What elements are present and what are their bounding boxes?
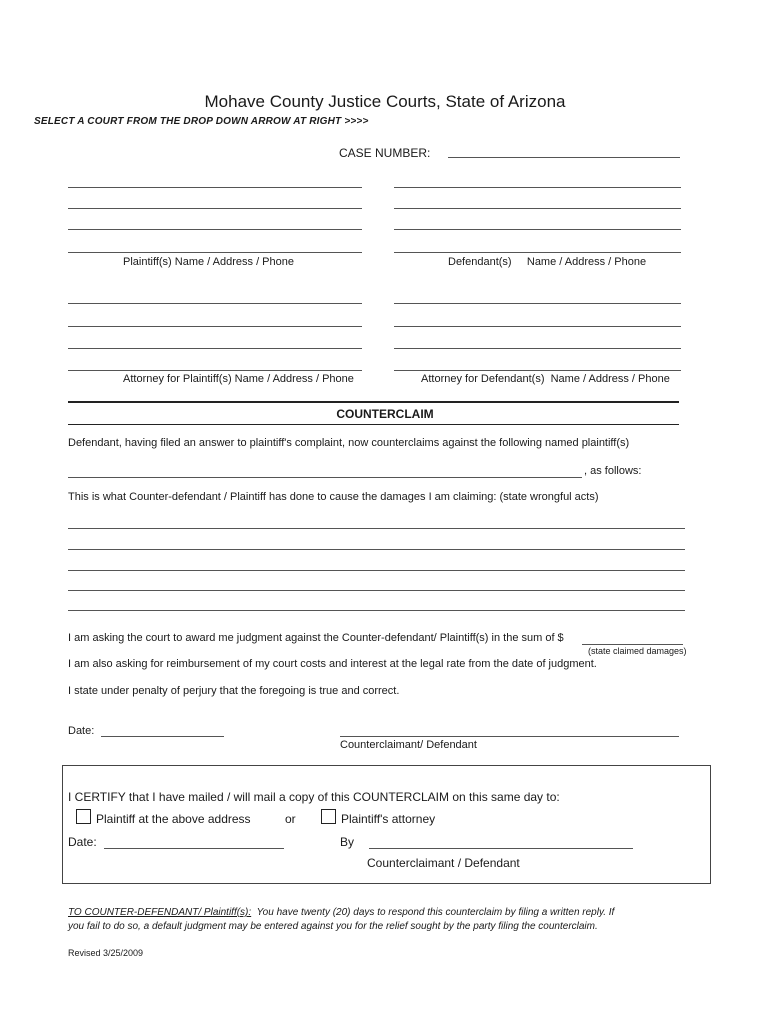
page-title: Mohave County Justice Courts, State of Arizona (204, 92, 566, 111)
notice-body-2: you fail to do so, a default judgment may be entered against you for the relief sought by the party filing the counterclaim. (68, 921, 598, 932)
revision-date: Revised 3/25/2009 (68, 948, 144, 958)
certification-date-field[interactable] (104, 848, 284, 849)
plaintiff-caption: Plaintiff(s) Name / Address / Phone (123, 256, 294, 268)
plaintiff-attorney-line-3[interactable] (68, 348, 362, 349)
named-plaintiffs-field[interactable] (68, 477, 582, 478)
section-divider (68, 401, 679, 403)
case-number-field[interactable] (448, 157, 680, 158)
defendant-attorney-line-4[interactable] (394, 370, 681, 371)
plaintiff-address-checkbox[interactable] (76, 809, 91, 824)
plaintiff-address-option: Plaintiff at the above address (96, 812, 251, 826)
defendant-caption: Defendant(s) Name / Address / Phone (448, 256, 647, 268)
certification-statement: I CERTIFY that I have mailed / will mail a copy of this COUNTERCLAIM on this same day to: (68, 790, 560, 804)
certification-date-label: Date: (68, 835, 97, 849)
defendant-attorney-line-3[interactable] (394, 348, 681, 349)
section-divider-lower (68, 424, 679, 425)
as-follows-text: , as follows: (584, 465, 642, 477)
court-select-instruction: SELECT A COURT FROM THE DROP DOWN ARROW AT RIGHT >>>> (34, 116, 369, 127)
wrongful-acts-line-4[interactable] (68, 590, 685, 591)
counterclaim-signature-field[interactable] (340, 736, 679, 737)
defendant-attorney-caption: Attorney for Defendant(s) Name / Address / Phone (421, 373, 670, 385)
wrongful-acts-line-5[interactable] (68, 610, 685, 611)
plaintiff-attorney-line-2[interactable] (68, 326, 362, 327)
defendant-line-2[interactable] (394, 208, 681, 209)
defendant-attorney-line-2[interactable] (394, 326, 681, 327)
counterclaim-date-field[interactable] (101, 736, 224, 737)
notice-body-1: You have twenty (20) days to respond this counterclaim by filing a written reply. If (256, 907, 615, 918)
counterclaim-intro: Defendant, having filed an answer to plaintiff's complaint, now counterclaims against the following named plaintiff(s) (68, 437, 630, 449)
wrongful-acts-line-3[interactable] (68, 570, 685, 571)
wrongful-acts-line-1[interactable] (68, 528, 685, 529)
damages-note: (state claimed damages) (588, 646, 687, 656)
plaintiff-line-3[interactable] (68, 229, 362, 230)
by-label: By (340, 835, 355, 849)
counterclaim-signature-caption: Counterclaimant/ Defendant (340, 739, 477, 751)
plaintiff-line-2[interactable] (68, 208, 362, 209)
plaintiff-line-1[interactable] (68, 187, 362, 188)
wrongful-acts-line-2[interactable] (68, 549, 685, 550)
counterclaim-date-label: Date: (68, 725, 95, 737)
defendant-line-1[interactable] (394, 187, 681, 188)
defendant-attorney-line-1[interactable] (394, 303, 681, 304)
plaintiff-line-4[interactable] (68, 252, 362, 253)
case-number-label: CASE NUMBER: (339, 146, 431, 160)
reimbursement-request: I am also asking for reimbursement of my court costs and interest at the legal rate from the date of judgment. (68, 658, 597, 670)
damages-amount-field[interactable] (582, 644, 683, 645)
plaintiff-attorney-line-4[interactable] (68, 370, 362, 371)
plaintiff-attorney-caption: Attorney for Plaintiff(s) Name / Address / Phone (123, 373, 354, 385)
certification-signature-caption: Counterclaimant / Defendant (367, 856, 520, 870)
plaintiff-attorney-checkbox[interactable] (321, 809, 336, 824)
plaintiff-attorney-option: Plaintiff's attorney (341, 812, 436, 826)
defendant-line-4[interactable] (394, 252, 681, 253)
judgment-request: I am asking the court to award me judgment against the Counter-defendant/ Plaintiff(s) in the sum of $ (68, 632, 564, 644)
certification-signature-field[interactable] (369, 848, 633, 849)
perjury-statement: I state under penalty of perjury that the foregoing is true and correct. (68, 685, 400, 697)
notice-lead: TO COUNTER-DEFENDANT/ Plaintiff(s): (68, 907, 252, 918)
or-label: or (285, 812, 296, 826)
counterclaim-heading: COUNTERCLAIM (336, 407, 434, 421)
notice-line-1 (68, 907, 614, 918)
plaintiff-attorney-line-1[interactable] (68, 303, 362, 304)
defendant-line-3[interactable] (394, 229, 681, 230)
damages-prompt: This is what Counter-defendant / Plaintiff has done to cause the damages I am claiming: (state wrongful acts) (68, 491, 599, 503)
